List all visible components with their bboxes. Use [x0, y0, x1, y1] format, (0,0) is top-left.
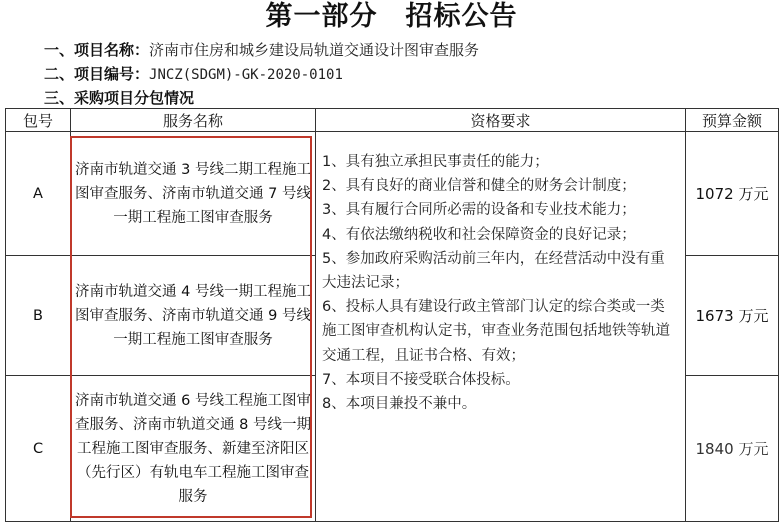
header-service: 服务名称: [71, 109, 316, 132]
package-table: [5, 108, 779, 522]
service-cell: 济南市轨道交通 4 号线一期工程施工图审查服务、济南市轨道交通 9 号线一期工程施工图审查服务: [71, 256, 316, 376]
header-package: 包号: [6, 109, 71, 132]
table-row: [6, 132, 779, 256]
project-name-line: [44, 40, 479, 60]
project-number-line: [44, 64, 343, 85]
package-heading-label: 三、采购项目分包情况: [44, 89, 195, 107]
budget-cell: 1072 万元: [686, 132, 779, 256]
budget-cell: 1840 万元: [686, 376, 779, 522]
project-number-label: 二、项目编号：: [44, 65, 150, 83]
header-qualification: 资格要求: [316, 109, 686, 132]
project-name-label: 一、项目名称：: [44, 41, 150, 59]
package-heading-line: [44, 88, 194, 108]
budget-cell: 1673 万元: [686, 256, 779, 376]
package-cell: B: [6, 256, 71, 376]
package-cell: A: [6, 132, 71, 256]
project-name-value: 济南市住房和城乡建设局轨道交通设计图审查服务: [149, 41, 480, 59]
package-cell: C: [6, 376, 71, 522]
project-number-value: JNCZ(SDGM)-GK-2020-0101: [149, 67, 343, 83]
service-cell: 济南市轨道交通 3 号线二期工程施工图审查服务、济南市轨道交通 7 号线一期工程施工图审查服务: [71, 132, 316, 256]
header-budget: 预算金额: [686, 109, 779, 132]
table-header-row: [6, 109, 779, 132]
service-cell: 济南市轨道交通 6 号线工程施工图审查服务、济南市轨道交通 8 号线一期工程施工图审查服务、新建至济阳区（先行区）有轨电车工程施工图审查服务: [71, 376, 316, 522]
qualification-cell: 1、具有独立承担民事责任的能力； 2、具有良好的商业信誉和健全的财务会计制度； 3、具有履行合同所必需的设备和专业技术能力； 4、有依法缴纳税收和社会保障资金的良好记录； 5、参加政府采购活动前三年内，在经营活动中没有重大违法记录； 6、投标人具有建设行政主管部门认定的综合类或一类施工图审查机构认定书，审查业务范围包括地铁等轨道交通工程，且证书合格、有效； 7、本项目不接受联合体投标。 8、本项目兼投不兼中。: [316, 132, 686, 522]
page-title: 第一部分 招标公告: [265, 1, 518, 32]
